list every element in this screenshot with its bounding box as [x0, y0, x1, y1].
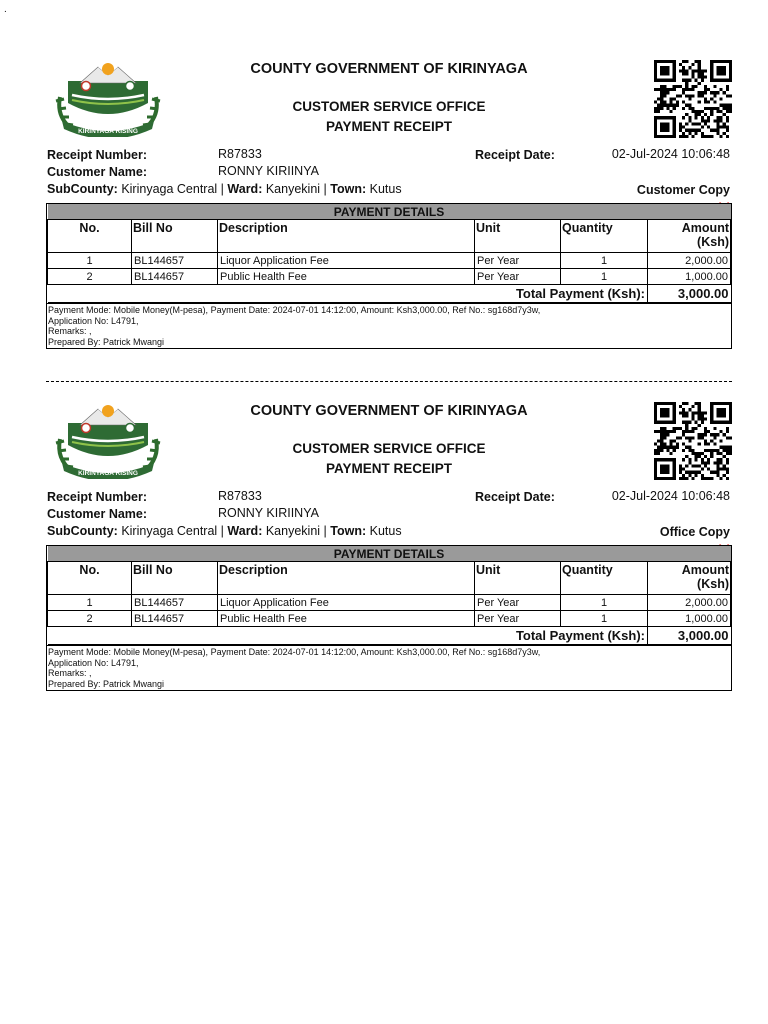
row-amount: 1,000.00 — [648, 611, 731, 627]
ward: Kanyekini — [265, 182, 321, 196]
notes-line: Prepared By: Patrick Mwangi — [48, 678, 165, 689]
subcounty-label: SubCounty: — [47, 524, 118, 538]
table-row — [48, 253, 731, 269]
office-title: CUSTOMER SERVICE OFFICE — [292, 99, 486, 114]
notes-line: Payment Mode: Mobile Money(M-pesa), Payment Date: 2024-07-01 14:12:00, Amount: Ksh3,000.00, Ref No.: sg168d7y3w, — [48, 305, 541, 315]
row-description: Public Health Fee — [218, 269, 475, 285]
payment-details-title: PAYMENT DETAILS — [48, 204, 731, 220]
tear-line-divider — [46, 381, 732, 382]
col-description: Description — [218, 220, 475, 253]
svg-text:KIRINYAGA RISING: KIRINYAGA RISING — [78, 470, 138, 477]
receipt-number-label: Receipt Number: — [47, 490, 148, 504]
row-unit: Per Year — [475, 595, 561, 611]
row-quantity: 1 — [561, 595, 648, 611]
receipt — [46, 397, 732, 717]
notes-line: Remarks: , — [48, 668, 92, 679]
subcounty: Kirinyaga Central — [121, 182, 218, 196]
row-amount: 2,000.00 — [648, 253, 731, 269]
total-amount: 3,000.00 — [648, 627, 731, 645]
col-bill-no: Bill No — [132, 220, 218, 253]
government-title: COUNTY GOVERNMENT OF KIRINYAGA — [250, 61, 528, 77]
col-amount: Amount (Ksh) — [648, 220, 731, 253]
payment-table — [47, 204, 731, 303]
row-description: Liquor Application Fee — [218, 253, 475, 269]
government-title: COUNTY GOVERNMENT OF KIRINYAGA — [250, 403, 528, 419]
subcounty-label: SubCounty: — [47, 182, 118, 196]
ward: Kanyekini — [265, 524, 321, 538]
customer-name: RONNY KIRIINYA — [218, 506, 319, 520]
col-unit: Unit — [475, 220, 561, 253]
payment-notes — [47, 303, 731, 348]
row-bill: BL144657 — [132, 611, 218, 627]
col-bill-no: Bill No — [132, 562, 218, 595]
total-label: Total Payment (Ksh): — [48, 627, 648, 645]
customer-name-label: Customer Name: — [47, 165, 148, 179]
receipt-number: R87833 — [218, 147, 262, 161]
col-amount: Amount (Ksh) — [648, 562, 731, 595]
table-row — [48, 595, 731, 611]
col-no: No. — [48, 562, 132, 595]
receipt-title: PAYMENT RECEIPT — [325, 119, 453, 134]
notes-line: Payment Mode: Mobile Money(M-pesa), Payment Date: 2024-07-01 14:12:00, Amount: Ksh3,000.00, Ref No.: sg168d7y3w, — [48, 647, 541, 657]
row-bill: BL144657 — [132, 253, 218, 269]
row-quantity: 1 — [561, 269, 648, 285]
receipt-title: PAYMENT RECEIPT — [325, 461, 453, 476]
row-description: Liquor Application Fee — [218, 595, 475, 611]
row-no: 1 — [48, 595, 132, 611]
row-bill: BL144657 — [132, 595, 218, 611]
col-quantity: Quantity — [561, 562, 648, 595]
col-no: No. — [48, 220, 132, 253]
notes-line: Application No: L4791, — [48, 315, 139, 326]
payment-details — [46, 545, 732, 691]
ward-label: Ward: — [227, 524, 263, 538]
payment-table — [47, 546, 731, 645]
col-quantity: Quantity — [561, 220, 648, 253]
receipt-number: R87833 — [218, 489, 262, 503]
town: Kutus — [369, 182, 402, 196]
receipt-date: 02-Jul-2024 10:06:48 — [611, 147, 730, 161]
location-line: SubCounty: Kirinyaga Central | Ward: Kanyekini | Town: Kutus — [47, 182, 402, 196]
notes-line: Remarks: , — [48, 326, 92, 337]
receipt — [46, 55, 732, 375]
total-amount: 3,000.00 — [648, 285, 731, 303]
payment-notes — [47, 645, 731, 690]
copy-label: Customer Copy — [636, 183, 730, 197]
row-amount: 1,000.00 — [648, 269, 731, 285]
row-description: Public Health Fee — [218, 611, 475, 627]
row-no: 1 — [48, 253, 132, 269]
page-marker: . — [4, 4, 7, 15]
row-quantity: 1 — [561, 253, 648, 269]
row-quantity: 1 — [561, 611, 648, 627]
col-description: Description — [218, 562, 475, 595]
row-unit: Per Year — [475, 269, 561, 285]
row-amount: 2,000.00 — [648, 595, 731, 611]
location-line: SubCounty: Kirinyaga Central | Ward: Kanyekini | Town: Kutus — [47, 524, 402, 538]
customer-name-label: Customer Name: — [47, 507, 148, 521]
town-label: Town: — [330, 524, 367, 538]
receipt-date-label: Receipt Date: — [475, 148, 555, 162]
col-unit: Unit — [475, 562, 561, 595]
row-unit: Per Year — [475, 611, 561, 627]
copy-label: Office Copy — [659, 525, 730, 539]
total-label: Total Payment (Ksh): — [48, 285, 648, 303]
svg-text:KIRINYAGA RISING: KIRINYAGA RISING — [78, 128, 138, 135]
payment-details-title: PAYMENT DETAILS — [48, 546, 731, 562]
ward-label: Ward: — [227, 182, 263, 196]
notes-line: Prepared By: Patrick Mwangi — [48, 336, 165, 347]
table-row — [48, 269, 731, 285]
table-row — [48, 611, 731, 627]
row-no: 2 — [48, 611, 132, 627]
customer-name: RONNY KIRIINYA — [218, 164, 319, 178]
receipt-date: 02-Jul-2024 10:06:48 — [611, 489, 730, 503]
town-label: Town: — [330, 182, 367, 196]
payment-details — [46, 203, 732, 349]
receipt-date-label: Receipt Date: — [475, 490, 555, 504]
receipt-number-label: Receipt Number: — [47, 148, 148, 162]
town: Kutus — [369, 524, 402, 538]
row-unit: Per Year — [475, 253, 561, 269]
subcounty: Kirinyaga Central — [121, 524, 218, 538]
row-no: 2 — [48, 269, 132, 285]
office-title: CUSTOMER SERVICE OFFICE — [292, 441, 486, 456]
notes-line: Application No: L4791, — [48, 657, 139, 668]
row-bill: BL144657 — [132, 269, 218, 285]
